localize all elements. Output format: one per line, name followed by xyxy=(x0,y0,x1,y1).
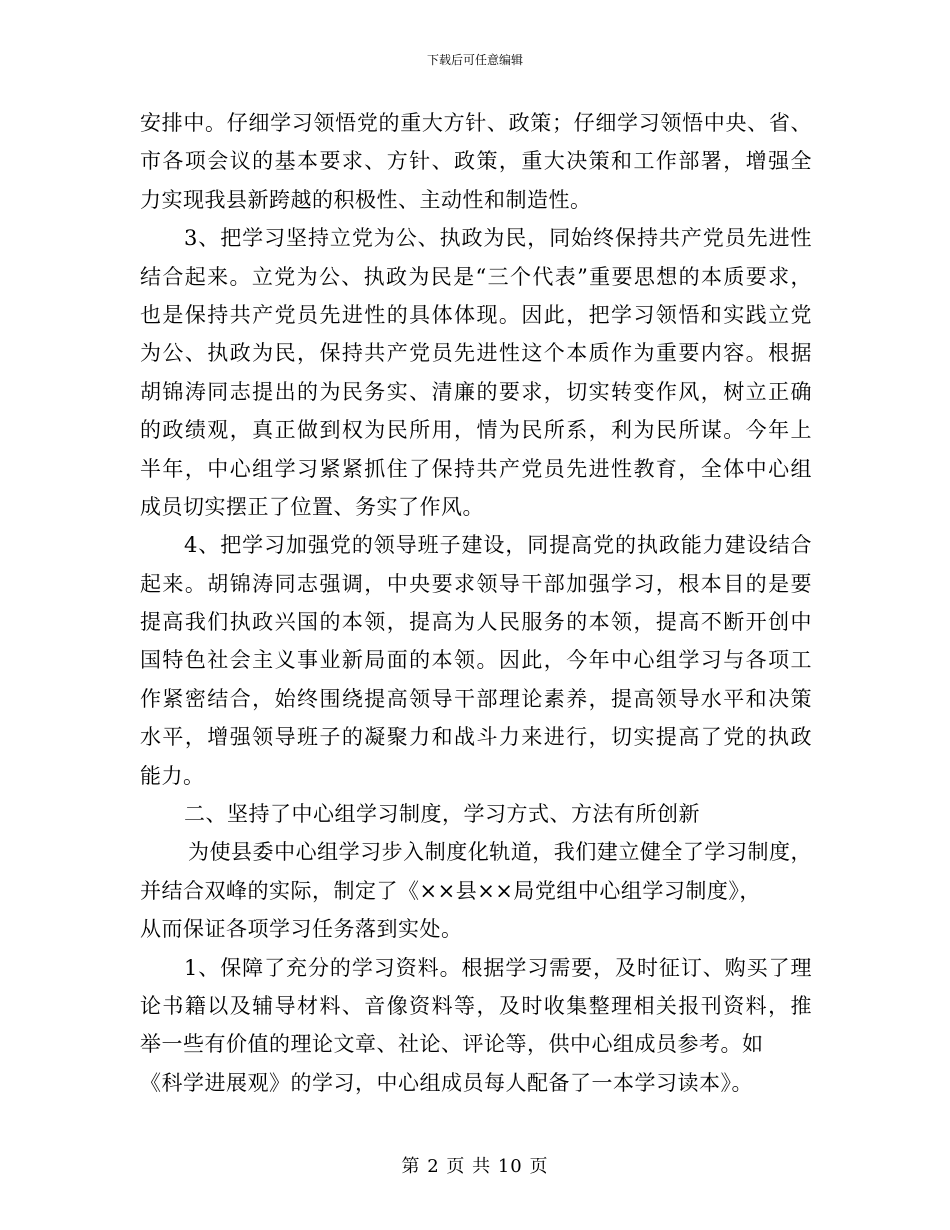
body-line: 1、保障了充分的学习资料。根据学习需要，及时征订、购买了理 xyxy=(184,955,812,980)
body-line: 为使县委中心组学习步入制度化轨道，我们建立健全了学习制度， xyxy=(188,840,812,865)
document-body xyxy=(140,104,812,1102)
body-line: 胡锦涛同志提出的为民务实、清廉的要求，切实转变作风，树立正确 xyxy=(140,379,812,404)
body-line: 4、把学习加强党的领导班子建设，同提高党的执政能力建设结合 xyxy=(184,533,812,558)
body-line: 力实现我县新跨越的积极性、主动性和制造性。 xyxy=(140,187,592,212)
body-line: 并结合双峰的实际，制定了《××县××局党组中心组学习制度》， xyxy=(140,878,761,903)
body-line: 市各项会议的基本要求、方针、政策，重大决策和工作部署，增强全 xyxy=(140,149,812,174)
body-line: 《科学进展观》的学习，中心组成员每人配备了一本学习读本》。 xyxy=(140,1070,753,1095)
body-line: 起来。胡锦涛同志强调，中央要求领导干部加强学习，根本目的是要 xyxy=(140,571,812,596)
body-line: 举一些有价值的理论文章、社论、评论等，供中心组成员参考。如 xyxy=(140,1032,764,1057)
body-line: 提高我们执政兴国的本领，提高为人民服务的本领，提高不断开创中 xyxy=(140,610,812,635)
body-line: 3、把学习坚持立党为公、执政为民，同始终保持共产党员先进性 xyxy=(184,226,812,251)
body-line: 从而保证各项学习任务落到实处。 xyxy=(140,917,463,942)
body-line: 也是保持共产党员先进性的具体体现。因此，把学习领悟和实践立党 xyxy=(140,302,812,327)
body-line: 论书籍以及辅导材料、音像资料等，及时收集整理相关报刊资料，推 xyxy=(140,993,812,1018)
body-line: 作紧密结合，始终围绕提高领导干部理论素养，提高领导水平和决策 xyxy=(140,686,812,711)
body-line: 能力。 xyxy=(140,763,205,788)
body-line: 二、坚持了中心组学习制度，学习方式、方法有所创新 xyxy=(184,802,700,827)
page-header: 下载后可任意编辑 xyxy=(426,53,523,67)
body-line: 半年，中心组学习紧紧抓住了保持共产党员先进性教育，全体中心组 xyxy=(140,456,812,481)
body-line: 安排中。仔细学习领悟党的重大方针、政策；仔细学习领悟中央、省、 xyxy=(140,111,812,135)
body-line: 为公、执政为民，保持共产党员先进性这个本质作为重要内容。根据 xyxy=(140,341,812,366)
body-line: 成员切实摆正了位置、务实了作风。 xyxy=(140,494,484,519)
page-footer: 第 2 页 共 10 页 xyxy=(401,1156,549,1177)
body-line: 水平，增强领导班子的凝聚力和战斗力来进行，切实提高了党的执政 xyxy=(140,725,812,750)
body-line: 的政绩观，真正做到权为民所用，情为民所系，利为民所谋。今年上 xyxy=(140,418,812,443)
body-line: 国特色社会主义事业新局面的本领。因此，今年中心组学习与各项工 xyxy=(140,648,812,673)
body-line: 结合起来。立党为公、执政为民是“三个代表”重要思想的本质要求， xyxy=(140,264,812,289)
